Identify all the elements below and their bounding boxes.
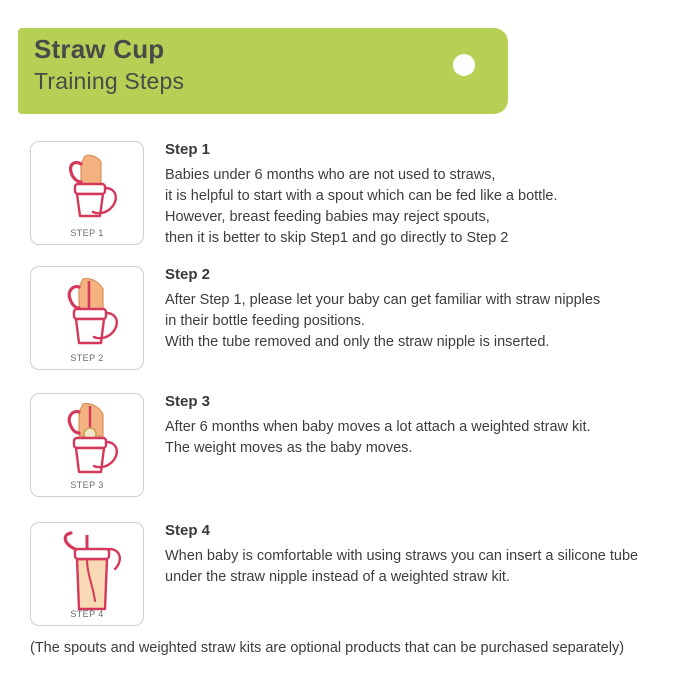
- step-title: Step 1: [165, 141, 211, 158]
- step-line: With the tube removed and only the straw nipple is inserted.: [165, 334, 550, 350]
- step-thumbnail-label: STEP 3: [70, 480, 104, 490]
- step-thumbnail-label: STEP 4: [70, 609, 104, 619]
- circle-icon: [453, 54, 475, 76]
- step-thumbnail: [30, 141, 144, 245]
- step-text-block: [165, 522, 665, 588]
- step-title: Step 3: [165, 393, 211, 410]
- page-title: Straw Cup: [34, 34, 165, 64]
- step-line: it is helpful to start with a spout which can be fed like a bottle.: [165, 188, 558, 204]
- step-line: Babies under 6 months who are not used to straws,: [165, 167, 496, 183]
- step-thumbnail: [30, 393, 144, 497]
- step-line: The weight moves as the baby moves.: [165, 440, 413, 456]
- step-thumbnail: [30, 266, 144, 370]
- step-title: Step 2: [165, 266, 211, 283]
- step-title: Step 4: [165, 522, 211, 539]
- step-line: After 6 months when baby moves a lot attach a weighted straw kit.: [165, 419, 591, 435]
- header-banner: [18, 28, 508, 114]
- step-line: After Step 1, please let your baby can get familiar with straw nipples: [165, 292, 601, 308]
- step-line: in their bottle feeding positions.: [165, 313, 365, 329]
- step-line: then it is better to skip Step1 and go directly to Step 2: [165, 230, 509, 246]
- step-text-block: [165, 393, 665, 459]
- step-thumbnail-label: STEP 1: [70, 228, 104, 238]
- footnote: (The spouts and weighted straw kits are optional products that can be purchased separately): [30, 640, 625, 656]
- step-line: under the straw nipple instead of a weighted straw kit.: [165, 569, 510, 585]
- step-thumbnail-label: STEP 2: [70, 353, 104, 363]
- step-line: When baby is comfortable with using straws you can insert a silicone tube: [165, 548, 639, 564]
- page-subtitle: Training Steps: [34, 68, 185, 94]
- step-line: However, breast feeding babies may reject spouts,: [165, 209, 490, 225]
- step-thumbnail: [30, 522, 144, 626]
- step-text-block: [165, 266, 665, 353]
- step-text-block: [165, 141, 665, 249]
